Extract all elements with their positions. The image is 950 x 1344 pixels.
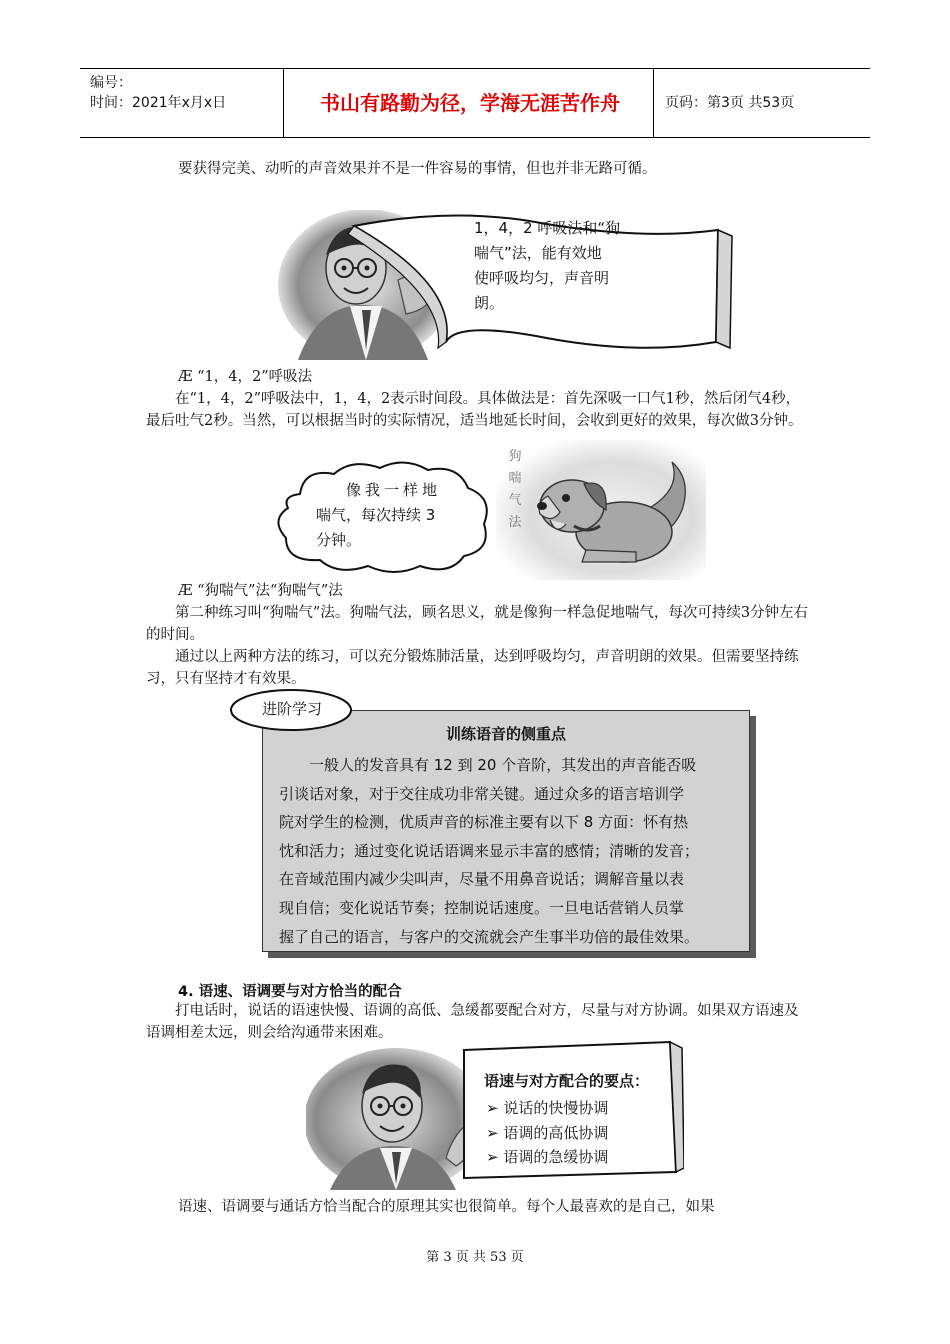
dog-caption-char: 法 (508, 515, 522, 530)
key-points-title: 语速与对方配合的要点： (484, 1072, 650, 1090)
key-point-text: 语调的急缓协调 (503, 1148, 609, 1166)
dog-caption (506, 446, 524, 534)
advanced-line: 现自信；变化说话节奏；控制说话速度。一旦电话营销人员掌 (279, 898, 685, 917)
document-date: 时间：2021年x月x日 (90, 95, 227, 111)
advanced-tag (228, 686, 356, 732)
header-divider (283, 69, 284, 137)
dog-caption-char: 狗 (508, 449, 522, 464)
tip-line: 朗。 (474, 294, 505, 312)
key-point-item (486, 1096, 608, 1121)
section-title-speed: 4. 语速、语调要与对方恰当的配合 (178, 984, 402, 1000)
cloud-line: 分钟。 (316, 531, 362, 549)
advanced-line: 忱和活力；通过变化说话语调来显示丰富的感情；清晰的发音； (279, 841, 700, 860)
advanced-body (279, 751, 745, 951)
arrow-bullet-icon: ➢ (486, 1123, 504, 1142)
arrow-bullet-icon: ➢ (486, 1099, 504, 1117)
header-meta (90, 73, 280, 113)
page-footer: 第 3 页 共 53 页 (426, 1250, 524, 1265)
key-points-card (460, 1040, 684, 1180)
tip-line: 1，4，2 呼吸法和“狗 (474, 219, 621, 237)
key-point-item (486, 1145, 608, 1170)
intro-paragraph: 要获得完美、动听的声音效果并不是一件容易的事情，但也并非无路可循。 (178, 161, 657, 177)
key-point-item (486, 1121, 608, 1146)
cloud-line: 像我一样地 (346, 481, 442, 499)
advanced-line: 握了自己的语言，与客户的交流就会产生事半功倍的最佳效果。 (279, 927, 700, 946)
summary-paragraph: 通过以上两种方法的练习，可以充分锻炼肺活量，达到呼吸均匀，声音明朗的效果。但需要坚持练习，只有坚持才有效果。 (146, 649, 799, 687)
tip-banner (346, 212, 736, 354)
speech-cloud (272, 458, 494, 576)
speed-paragraph: 打电话时，说话的语速快慢、语调的高低、急缓都要配合对方，尽量与对方协调。如果双方语速及语调相差太远，则会给沟通带来困难。 (146, 1003, 799, 1041)
dog-caption-char: 气 (508, 493, 522, 508)
document-number-label: 编号： (90, 75, 132, 91)
section-title-dog-breathing: Æ “狗喘气”法“狗喘气”法 (178, 583, 343, 599)
page-header (80, 68, 870, 138)
cloud-line: 喘气，每次持续 3 (316, 506, 436, 524)
header-page-info: 页码：第3页 共53页 (665, 95, 795, 111)
advanced-line: 在音域范围内减少尖叫声，尽量不用鼻音说话；调解音量以表 (279, 870, 685, 889)
advanced-line: 院对学生的检测，优质声音的标准主要有以下 8 方面：怀有热 (279, 813, 689, 832)
key-point-text: 说话的快慢协调 (503, 1099, 609, 1117)
arrow-bullet-icon: ➢ (486, 1148, 504, 1166)
section-title-breathing: Æ “1，4，2”呼吸法 (178, 369, 313, 385)
header-divider (653, 69, 654, 137)
advanced-line: 引谈话对象，对于交往成功非常关键。通过众多的语言培训学 (279, 784, 685, 803)
advanced-tag-label: 进阶学习 (261, 700, 322, 718)
tip-line: 喘气”法，能有效地 (474, 244, 602, 262)
advanced-title: 训练语音的侧重点 (445, 725, 566, 743)
key-point-text: 语调的高低协调 (503, 1123, 609, 1142)
header-motto: 书山有路勤为径，学海无涯苦作舟 (320, 91, 620, 115)
breathing-paragraph: 在“1，4，2”呼吸法中，1，4，2表示时间段。具体做法是：首先深吸一口气1秒，然后闭气4秒，最后吐气2秒。当然，可以根据当时的实际情况，适当地延长时间，会收到更好的效果，每次做3分钟。 (146, 391, 803, 429)
advanced-line: 一般人的发音具有 12 到 20 个音阶，其发出的声音能否吸 (309, 756, 697, 774)
closing-paragraph: 语速、语调要与通话方恰当配合的原理其实也很简单。每个人最喜欢的是自己，如果 (178, 1199, 715, 1215)
key-points-list (486, 1096, 608, 1170)
dog-caption-char: 喘 (508, 471, 522, 486)
tip-line: 使呼吸均匀，声音明 (474, 269, 610, 287)
dog-breathing-paragraph: 第二种练习叫“狗喘气”法。狗喘气法，顾名思义，就是像狗一样急促地喘气，每次可持续3分钟左右的时间。 (146, 605, 809, 643)
dog-illustration (496, 440, 706, 580)
advanced-learning-box (262, 710, 750, 952)
